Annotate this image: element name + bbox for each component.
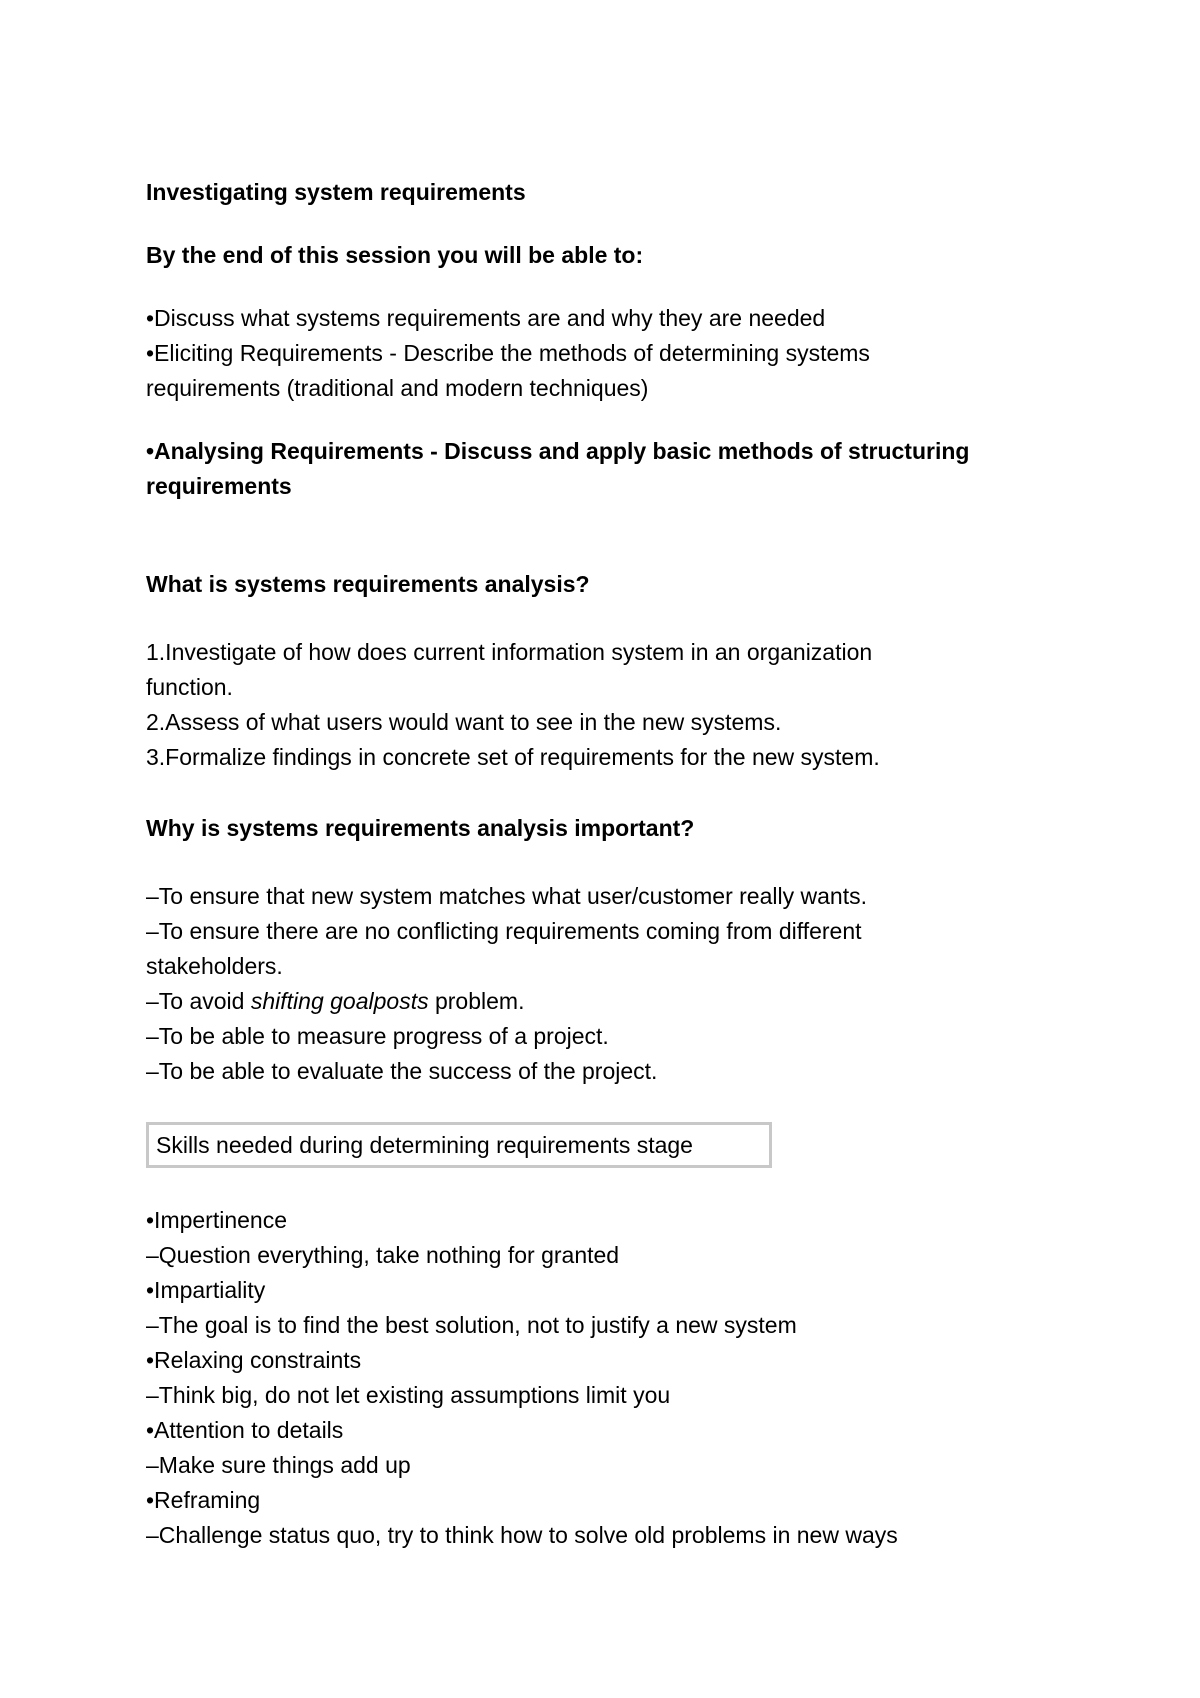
- analysing-objective: [146, 434, 1046, 504]
- objectives-list: [146, 301, 1046, 406]
- what-list: [146, 635, 1046, 775]
- analysing-line: requirements: [146, 473, 292, 499]
- skill-detail: –The goal is to find the best solution, not to justify a new system: [146, 1312, 797, 1338]
- skill-item: •Relaxing constraints: [146, 1347, 362, 1373]
- why-goalposts-italic: shifting goalposts: [250, 988, 429, 1014]
- skills-box: Skills needed during determining requirements stage: [146, 1122, 772, 1168]
- why-item: –To be able to measure progress of a project.: [146, 1023, 609, 1049]
- skill-detail: –Think big, do not let existing assumptions limit you: [146, 1382, 671, 1408]
- what-heading: What is systems requirements analysis?: [146, 571, 590, 597]
- what-item: 1.Investigate of how does current information system in an organization: [146, 639, 873, 665]
- analysing-line: •Analysing Requirements - Discuss and apply basic methods of structuring: [146, 438, 970, 464]
- why-heading: Why is systems requirements analysis important?: [146, 815, 695, 841]
- skills-list: [146, 1203, 1046, 1553]
- skill-item: •Impertinence: [146, 1207, 288, 1233]
- why-item-goalposts: [146, 984, 1046, 1019]
- why-goalposts-before: –To avoid: [146, 988, 251, 1014]
- skill-detail: –Challenge status quo, try to think how to solve old problems in new ways: [146, 1522, 898, 1548]
- objective-item: •Eliciting Requirements - Describe the methods of determining systems: [146, 340, 870, 366]
- skill-item: •Reframing: [146, 1487, 261, 1513]
- document-title: Investigating system requirements: [146, 179, 526, 205]
- why-goalposts-after: problem.: [428, 988, 525, 1014]
- skill-detail: –Make sure things add up: [146, 1452, 411, 1478]
- why-item: –To be able to evaluate the success of the project.: [146, 1058, 658, 1084]
- what-item: function.: [146, 674, 233, 700]
- what-item: 2.Assess of what users would want to see in the new systems.: [146, 709, 782, 735]
- what-item: 3.Formalize findings in concrete set of requirements for the new system.: [146, 744, 880, 770]
- objectives-heading: By the end of this session you will be able to:: [146, 242, 644, 268]
- why-item: –To ensure that new system matches what user/customer really wants.: [146, 883, 867, 909]
- why-list: [146, 879, 1046, 1089]
- skill-item: •Attention to details: [146, 1417, 344, 1443]
- why-item: –To ensure there are no conflicting requirements coming from different: [146, 918, 862, 944]
- objective-item: requirements (traditional and modern techniques): [146, 375, 649, 401]
- skill-item: •Impartiality: [146, 1277, 266, 1303]
- skill-detail: –Question everything, take nothing for granted: [146, 1242, 620, 1268]
- why-item: stakeholders.: [146, 953, 283, 979]
- objective-item: •Discuss what systems requirements are and why they are needed: [146, 305, 826, 331]
